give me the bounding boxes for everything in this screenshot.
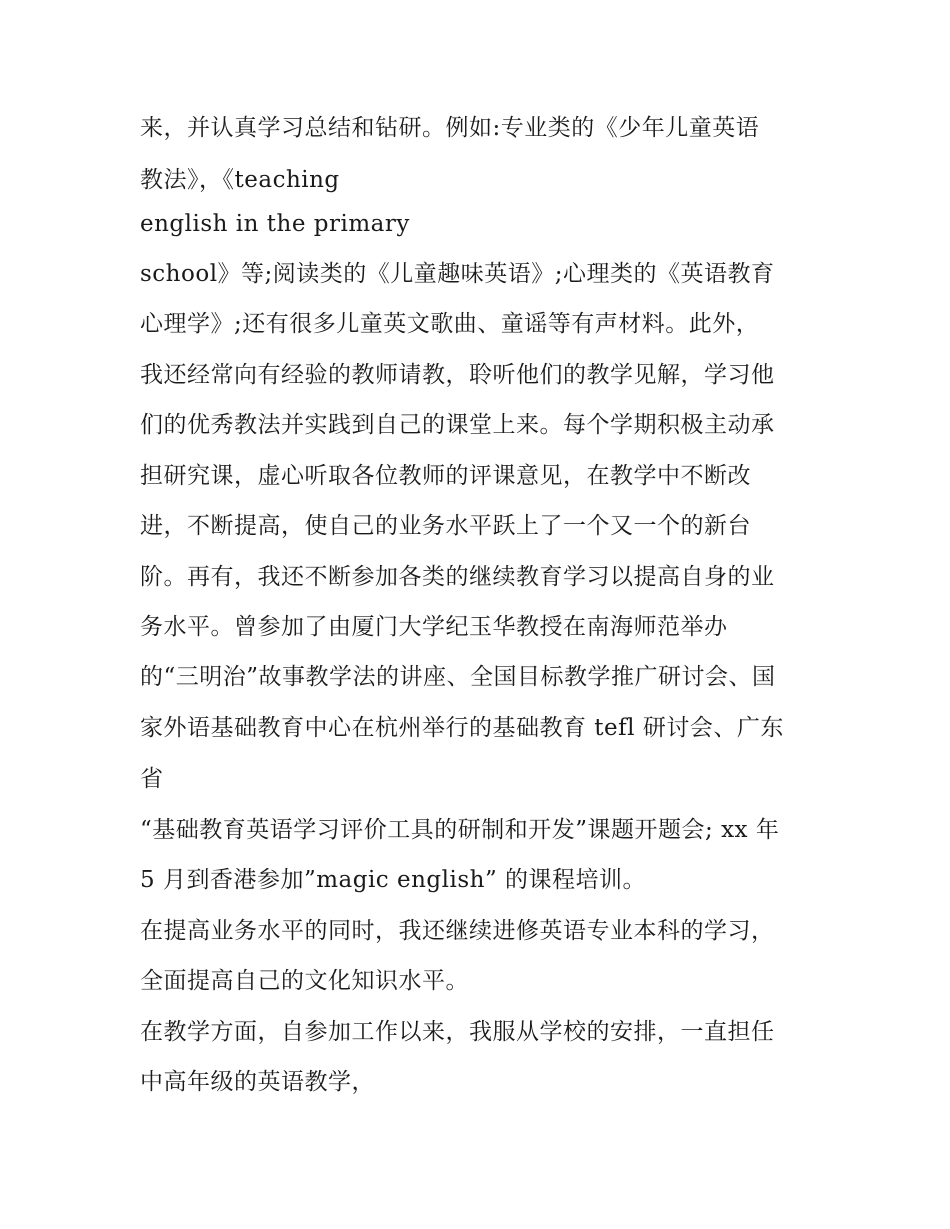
text-line: 进，不断提高，使自己的业务水平跃上了一个又一个的新台 [140,513,751,539]
text-line: 在教学方面，自参加工作以来，我服从学校的安排，一直担任 [140,1019,775,1045]
text-line: 阶。再有，我还不断参加各类的继续教育学习以提高自身的业 [140,564,775,590]
text-line: english in the primary [140,211,410,237]
text-line: “基础教育英语学习评价工具的研制和开发”课题开题会; xx 年 [140,817,780,843]
text-line: 5 月到香港参加”magic english” 的课程培训。 [140,867,647,893]
text-line: 全面提高自己的文化知识水平。 [140,968,469,994]
text-line: 中高年级的英语教学， [140,1069,375,1095]
text-line: 教法》，《teaching [140,167,340,193]
text-line: 的“三明治”故事教学法的讲座、全国目标教学推广研讨会、国 [140,664,776,690]
text-line: 担研究课，虚心听取各位教师的评课意见，在教学中不断改 [140,463,751,489]
text-line: 家外语基础教育中心在杭州举行的基础教育 tefl 研讨会、广东 [140,715,784,741]
text-line: school》等;阅读类的《儿童趣味英语》;心理类的《英语教育 [140,261,775,287]
text-line: 们的优秀教法并实践到自己的课堂上来。每个学期积极主动承 [140,412,775,438]
text-line: 心理学》;还有很多儿童英文歌曲、童谣等有声材料。此外， [140,311,760,337]
text-line: 我还经常向有经验的教师请教，聆听他们的教学见解，学习他 [140,362,775,388]
text-line: 在提高业务水平的同时，我还继续进修英语专业本科的学习， [140,918,775,944]
text-line: 省 [140,766,164,792]
text-line: 务水平。曾参加了由厦门大学纪玉华教授在南海师范举办 [140,614,728,640]
text-line: 来，并认真学习总结和钻研。例如:专业类的《少年儿童英语 [140,115,760,141]
